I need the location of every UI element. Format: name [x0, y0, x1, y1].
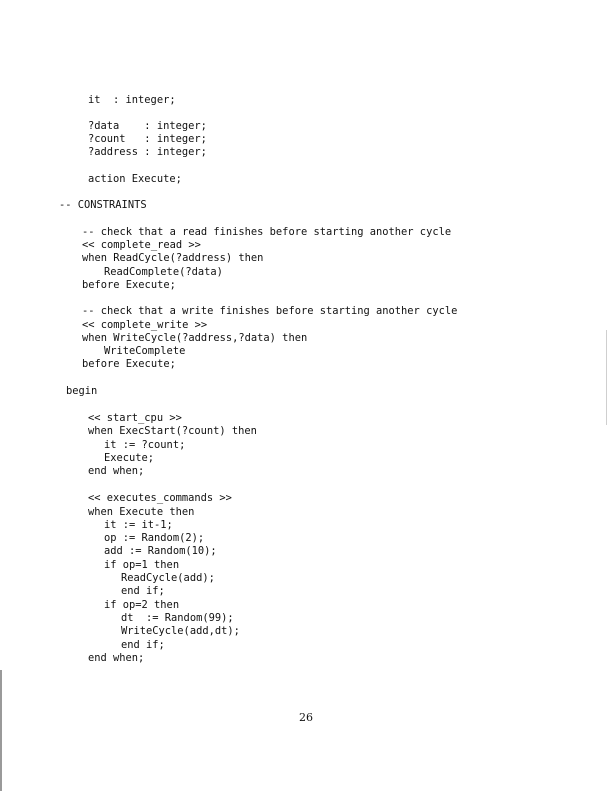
code-line: it : integer;	[88, 94, 176, 106]
code-line: ?data : integer;	[88, 120, 207, 132]
code-line: if op=2 then	[104, 599, 180, 611]
code-line: begin	[66, 385, 98, 397]
code-line: << complete_write >>	[82, 319, 208, 331]
code-line: add := Random(10);	[104, 545, 217, 557]
code-line: end if;	[121, 639, 165, 651]
code-line: -- check that a write finishes before starting another cycle	[82, 305, 458, 317]
code-line: when WriteCycle(?address,?data) then	[82, 332, 308, 344]
code-line: action Execute;	[88, 173, 182, 185]
code-line: when Execute then	[88, 506, 195, 518]
code-line: it := it-1;	[104, 519, 173, 531]
scan-edge-line	[0, 670, 2, 791]
code-line: Execute;	[104, 452, 155, 464]
code-line: it := ?count;	[104, 439, 186, 451]
code-line: end when;	[88, 652, 145, 664]
code-line: WriteComplete	[104, 345, 186, 357]
code-line: -- CONSTRAINTS	[59, 199, 147, 211]
code-line: -- check that a read finishes before starting another cycle	[82, 226, 452, 238]
code-line: if op=1 then	[104, 559, 180, 571]
code-line: when ReadCycle(?address) then	[82, 252, 264, 264]
code-line: end when;	[88, 465, 145, 477]
code-line: << executes_commands >>	[88, 492, 232, 504]
code-line: ReadCycle(add);	[121, 572, 215, 584]
code-line: when ExecStart(?count) then	[88, 425, 257, 437]
code-line: << complete_read >>	[82, 239, 201, 251]
code-line: dt := Random(99);	[121, 612, 234, 624]
code-line: before Execute;	[82, 358, 176, 370]
code-line: ?address : integer;	[88, 146, 207, 158]
code-line: op := Random(2);	[104, 532, 205, 544]
code-line: WriteCycle(add,dt);	[121, 625, 240, 637]
page-number: 26	[299, 711, 313, 724]
scan-edge-line	[606, 330, 607, 425]
code-line: << start_cpu >>	[88, 412, 182, 424]
code-line: ReadComplete(?data)	[104, 266, 223, 278]
code-line: before Execute;	[82, 279, 176, 291]
code-line: ?count : integer;	[88, 133, 207, 145]
code-line: end if;	[121, 585, 165, 597]
